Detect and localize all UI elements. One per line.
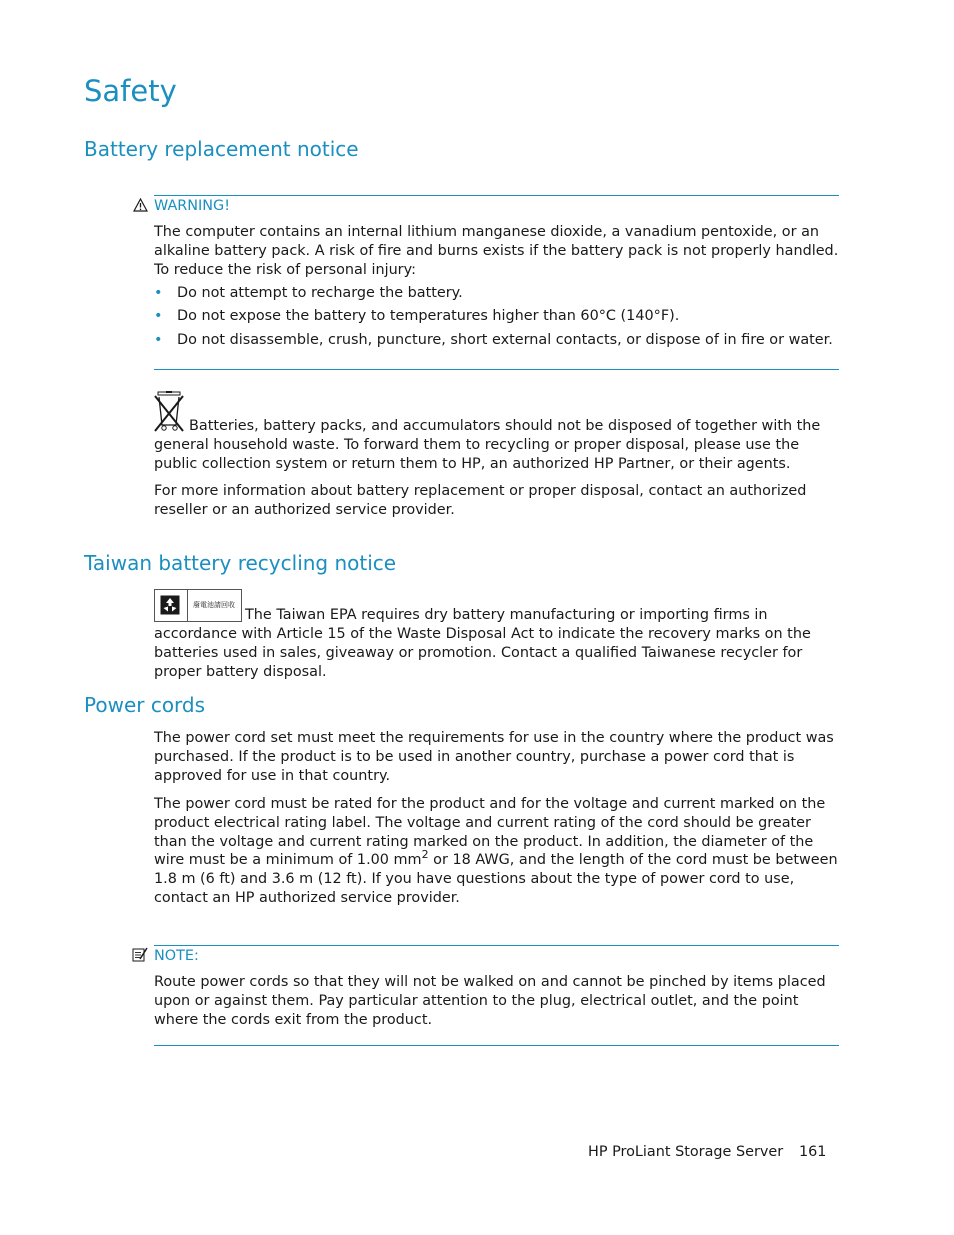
page-title: Safety <box>84 74 177 108</box>
footer-product-name: HP ProLiant Storage Server <box>588 1144 784 1160</box>
note-label: NOTE: <box>154 948 199 964</box>
note-text: Route power cords so that they will not be walked on and cannot be pinched by items placed upon or against them. Pay particular attention to the plug, electrical outlet, and the point where the cords exit from the product. <box>154 974 826 1028</box>
bullet-text: Do not attempt to recharge the battery. <box>177 285 463 301</box>
bullet-marker: • <box>154 332 163 348</box>
bullet-marker: • <box>154 308 163 324</box>
footer-page-number: 161 <box>799 1144 827 1160</box>
power-cords-para2 <box>154 795 844 908</box>
warning-text: The computer contains an internal lithium manganese dioxide, a vanadium pentoxide, or an alkaline battery pack. A risk of fire and burns exists if the battery pack is not properly handled. To reduce the risk of personal injury: <box>154 224 839 278</box>
bullet-text: Do not disassemble, crush, puncture, short external contacts, or dispose of in fire or water. <box>177 332 833 348</box>
power-cords-para1: The power cord set must meet the requirements for use in the country where the product was purchased. If the product is to be used in another country, purchase a power cord that is approved for use in that country. <box>154 730 834 784</box>
warning-top-rule <box>154 195 839 196</box>
section-heading-battery: Battery replacement notice <box>84 137 359 161</box>
section-heading-power-cords: Power cords <box>84 693 206 717</box>
warning-triangle-icon <box>133 198 148 212</box>
warning-label: WARNING! <box>154 198 230 214</box>
para2-text-end: or 18 AWG, and the length of the cord must be between 1.8 m (6 ft) and 3.6 m (12 ft). If you have questions about the type of power cord to use, contact an HP authorized service provider. <box>154 852 838 906</box>
taiwan-text: The Taiwan EPA requires dry battery manufacturing or importing firms in accordance with Article 15 of the Waste Disposal Act to indicate the recovery marks on the batteries used in sales, giveaway or promotion. Contact a qualified Taiwanese recycler for proper battery disposal. <box>154 607 811 680</box>
bullet-text: Do not expose the battery to temperatures higher than 60°C (140°F). <box>177 308 680 324</box>
disposal-text: Batteries, battery packs, and accumulators should not be disposed of together with the general household waste. To forward them to recycling or proper disposal, please use the public collection system or return them to HP, an authorized HP Partner, or their agents. <box>154 418 821 472</box>
para2-text-start: The power cord must be rated for the product and for the voltage and current marked on the product electrical rating label. The voltage and current rating of the cord should be greater than the voltage and current rating marked on the product. In addition, the diameter of the wire must be a minimum of 1.00 mm <box>154 796 826 869</box>
info-text: For more information about battery replacement or proper disposal, contact an authorized reseller or an authorized service provider. <box>154 483 807 518</box>
warning-bottom-rule <box>154 369 839 370</box>
note-bottom-rule <box>154 1045 839 1046</box>
note-pad-icon <box>132 947 148 963</box>
bullet-marker: • <box>154 285 163 301</box>
superscript-2: 2 <box>421 848 429 862</box>
logo-text: 廢電池請回收 <box>193 601 235 609</box>
note-top-rule <box>154 945 839 946</box>
section-heading-taiwan: Taiwan battery recycling notice <box>84 551 397 575</box>
